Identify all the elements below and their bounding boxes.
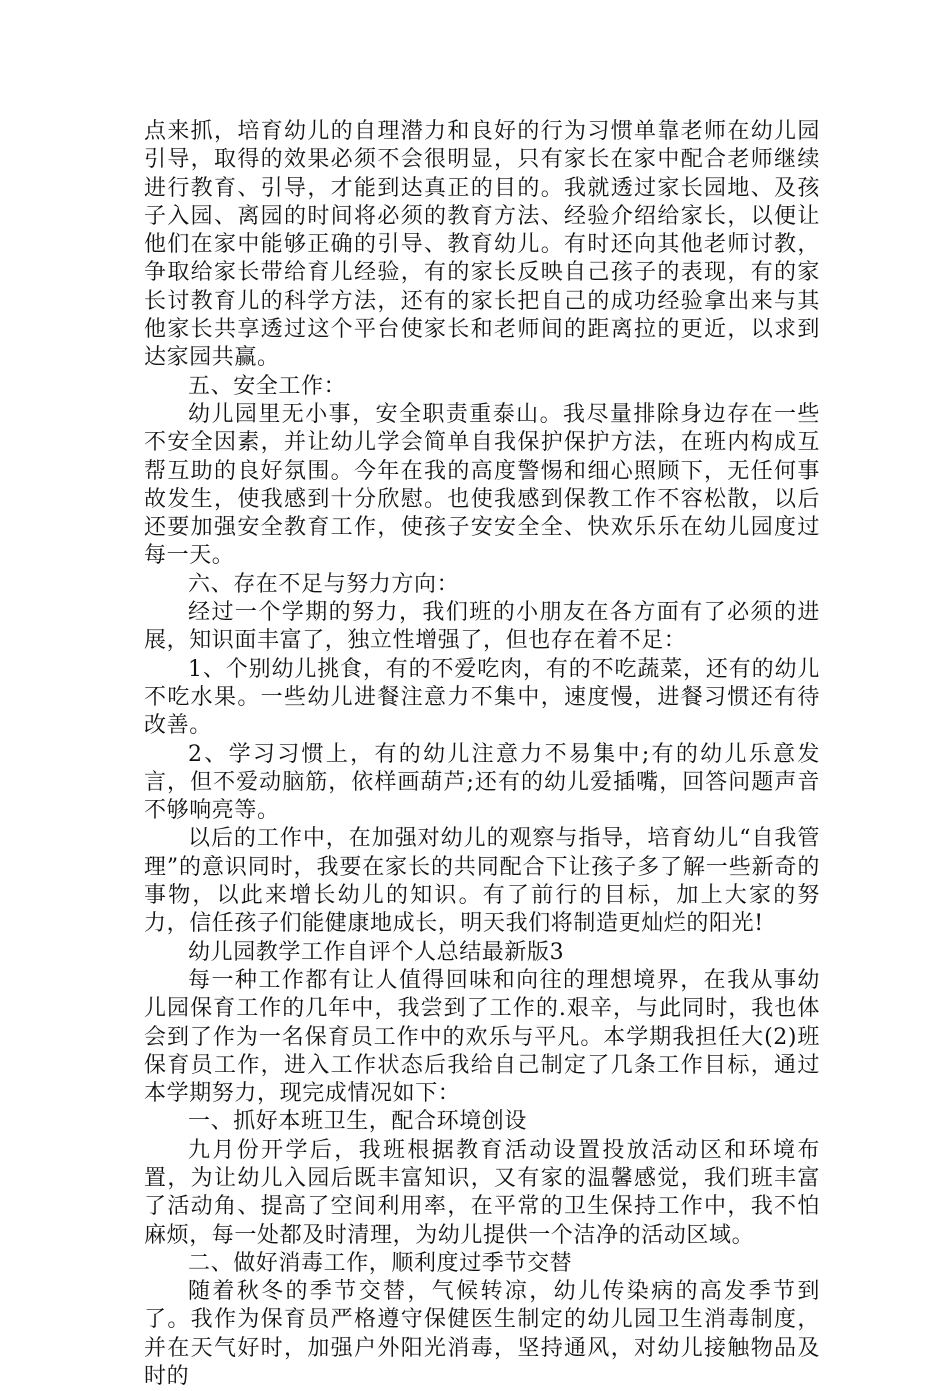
article-title-3: 幼儿园教学工作自评个人总结最新版3 xyxy=(188,939,565,965)
paragraph-safety: 幼儿园里无小事，安全职责重泰山。我尽量排除身边存在一些不安全因素，并让幼儿学会简单自我保护保护方法，在班内构成互帮互助的良好氛围。今年在我的高度警惕和细心照顾下，无任何事故发生，使我感到十分欣慰。也使我感到保教工作不容松散，以后还要加强安全教育工作，使孩子安安全全、快欢乐乐在幼儿园度过每一天。 xyxy=(144,401,820,569)
section-heading-disinfection: 二、做好消毒工作，顺利度过季节交替 xyxy=(188,1250,573,1276)
section-heading-shortcomings: 六、存在不足与努力方向： xyxy=(188,571,460,597)
paragraph-article-3-intro: 每一种工作都有让人值得回味和向往的理想境界，在我从事幼儿园保育工作的几年中，我尝到了工作的.艰辛，与此同时，我也体会到了作为一名保育员工作中的欢乐与平凡。本学期我担任大(2)班保育员工作，进入工作状态后我给自己制定了几条工作目标，通过本学期努力，现完成情况如下： xyxy=(144,967,820,1107)
document-body xyxy=(144,118,820,1391)
paragraph-parent-cooperation: 点来抓，培育幼儿的自理潜力和良好的行为习惯单靠老师在幼儿园引导，取得的效果必须不会很明显，只有家长在家中配合老师继续进行教育、引导，才能到达真正的目的。我就透过家长园地、及孩子入园、离园的时间将必须的教育方法、经验介绍给家长，以便让他们在家中能够正确的引导、教育幼儿。有时还向其他老师讨教，争取给家长带给育儿经验，有的家长反映自己孩子的表现，有的家长讨教育儿的科学方法，还有的家长把自己的成功经验拿出来与其他家长共享透过这个平台使家长和老师间的距离拉的更近，以求到达家园共赢。 xyxy=(144,119,820,371)
paragraph-shortcomings-intro: 经过一个学期的努力，我们班的小朋友在各方面有了必须的进展，知识面丰富了，独立性增强了，但也存在着不足： xyxy=(144,600,820,654)
paragraph-future-work: 以后的工作中，在加强对幼儿的观察与指导，培育幼儿“自我管理”的意识同时，我要在家长的共同配合下让孩子多了解一些新奇的事物，以此来增长幼儿的知识。有了前行的目标，加上大家的努力，信任孩子们能健康地成长，明天我们将制造更灿烂的阳光! xyxy=(144,826,820,937)
section-heading-hygiene: 一、抓好本班卫生，配合环境创设 xyxy=(188,1109,528,1135)
paragraph-hygiene: 九月份开学后，我班根据教育活动设置投放活动区和环境布置，为让幼儿入园后既丰富知识，又有家的温馨感觉，我们班丰富了活动角、提高了空间利用率，在平常的卫生保持工作中，我不怕麻烦，每一处都及时清理，为幼儿提供一个洁净的活动区域。 xyxy=(144,1137,820,1248)
list-item-study-habits: 2、学习习惯上，有的幼儿注意力不易集中;有的幼儿乐意发言，但不爱动脑筋，依样画葫芦;还有的幼儿爱插嘴，回答问题声音不够响亮等。 xyxy=(144,741,820,824)
section-heading-safety: 五、安全工作： xyxy=(188,373,347,399)
paragraph-disinfection: 随着秋冬的季节交替，气候转凉，幼儿传染病的高发季节到了。我作为保育员严格遵守保健医生制定的幼儿园卫生消毒制度，并在天气好时，加强户外阳光消毒，坚持通风，对幼儿接触物品及时的 xyxy=(144,1279,820,1390)
list-item-picky-eating: 1、个别幼儿挑食，有的不爱吃肉，有的不吃蔬菜，还有的幼儿不吃水果。一些幼儿进餐注意力不集中，速度慢，进餐习惯还有待改善。 xyxy=(144,656,820,739)
